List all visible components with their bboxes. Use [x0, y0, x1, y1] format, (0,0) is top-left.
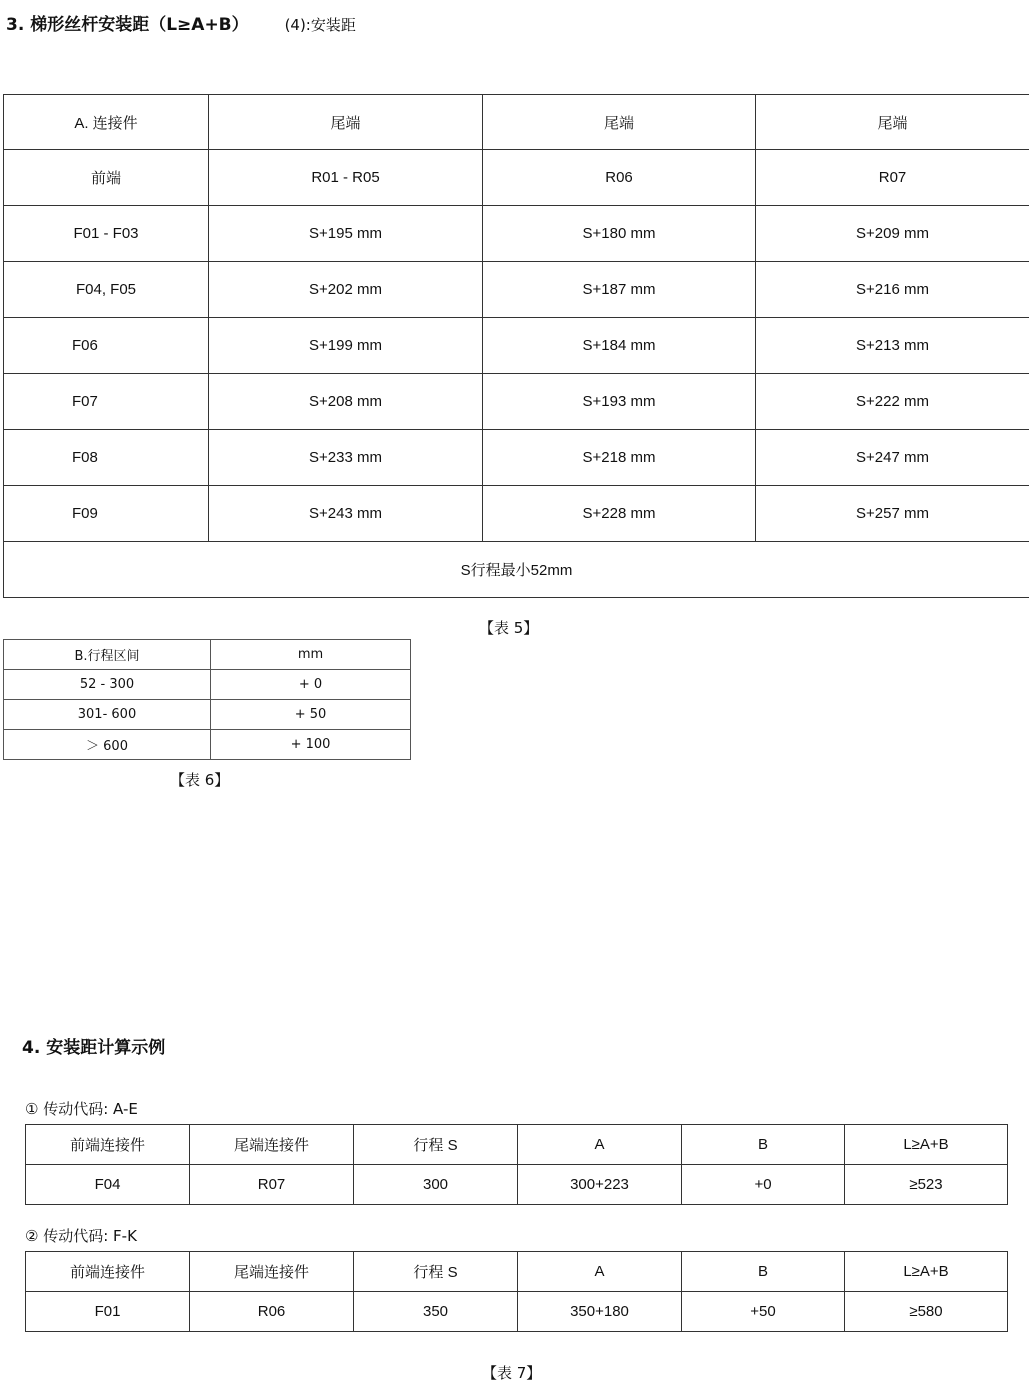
- table-cell: + 100: [211, 730, 411, 760]
- table-cell: 300+223: [518, 1165, 682, 1205]
- table-cell: S+193 mm: [483, 374, 756, 430]
- table-cell: R07: [190, 1165, 354, 1205]
- table-row: [26, 1292, 1008, 1332]
- table-cell: 350: [354, 1292, 518, 1332]
- table-cell: mm: [211, 640, 411, 670]
- table-cell: 350+180: [518, 1292, 682, 1332]
- table-cell: 前端连接件: [26, 1125, 190, 1165]
- table-cell: 尾端连接件: [190, 1125, 354, 1165]
- table-cell: R06: [190, 1292, 354, 1332]
- table-cell: S+202 mm: [209, 262, 483, 318]
- table-row: [4, 374, 1029, 430]
- table-row: [26, 1252, 1008, 1292]
- table-row: [26, 1165, 1008, 1205]
- table-row: [4, 486, 1029, 542]
- table-cell: A: [518, 1252, 682, 1292]
- example-2-table: [25, 1251, 1008, 1332]
- table-cell: S+180 mm: [483, 206, 756, 262]
- table-cell: 尾端: [756, 95, 1029, 150]
- section-4-title: 4. 安装距计算示例: [22, 1038, 166, 1058]
- table-cell: R07: [756, 150, 1029, 206]
- table-cell: L≥A+B: [845, 1125, 1008, 1165]
- table-cell: 尾端: [483, 95, 756, 150]
- table-cell: 前端: [4, 150, 209, 206]
- table-row: [4, 670, 411, 700]
- table-cell: S+213 mm: [756, 318, 1029, 374]
- table-cell: S+222 mm: [756, 374, 1029, 430]
- table-cell: S+195 mm: [209, 206, 483, 262]
- table-cell: F04: [26, 1165, 190, 1205]
- table-cell: S+257 mm: [756, 486, 1029, 542]
- table-cell: F06: [4, 318, 209, 374]
- table-cell: 尾端: [209, 95, 483, 150]
- table-cell: 尾端连接件: [190, 1252, 354, 1292]
- table-cell: B.行程区间: [4, 640, 211, 670]
- table-cell: A: [518, 1125, 682, 1165]
- table-row: [4, 95, 1029, 150]
- table-row: [4, 730, 411, 760]
- table-cell: S+184 mm: [483, 318, 756, 374]
- example-1-label: ① 传动代码: A-E: [25, 1100, 138, 1118]
- table-row: [4, 542, 1029, 598]
- table-cell: ＞ 600: [4, 730, 211, 760]
- section-3-title: 3. 梯形丝杆安装距（L≥A+B）: [6, 15, 249, 35]
- table-6-stroke-range: [3, 639, 411, 760]
- table-cell: S+209 mm: [756, 206, 1029, 262]
- table-6-caption: 【表 6】: [170, 771, 230, 789]
- table-row: [26, 1125, 1008, 1165]
- table-cell: S+243 mm: [209, 486, 483, 542]
- table-cell: R06: [483, 150, 756, 206]
- section-3-subtitle: (4):安装距: [284, 16, 356, 34]
- table-cell: S+187 mm: [483, 262, 756, 318]
- table-5-installation-distance: [3, 94, 1029, 598]
- table-cell: 300: [354, 1165, 518, 1205]
- table-cell: F01 - F03: [4, 206, 209, 262]
- table-row: [4, 430, 1029, 486]
- table-cell: L≥A+B: [845, 1252, 1008, 1292]
- table-cell: + 50: [211, 700, 411, 730]
- table-cell: 52 - 300: [4, 670, 211, 700]
- table-row: [4, 700, 411, 730]
- example-1-table: [25, 1124, 1008, 1205]
- table-cell: B: [682, 1252, 845, 1292]
- table-cell: A. 连接件: [4, 95, 209, 150]
- table-cell: 301- 600: [4, 700, 211, 730]
- table-cell: ≥523: [845, 1165, 1008, 1205]
- table-cell: 行程 S: [354, 1125, 518, 1165]
- table-cell: S+247 mm: [756, 430, 1029, 486]
- table-5-caption: 【表 5】: [479, 619, 539, 637]
- table-cell: F08: [4, 430, 209, 486]
- table-cell: S+233 mm: [209, 430, 483, 486]
- table-row: [4, 150, 1029, 206]
- table-footer-note: S行程最小52mm: [4, 542, 1029, 598]
- table-cell: 前端连接件: [26, 1252, 190, 1292]
- table-cell: +50: [682, 1292, 845, 1332]
- table-row: [4, 640, 411, 670]
- table-cell: S+208 mm: [209, 374, 483, 430]
- table-cell: 行程 S: [354, 1252, 518, 1292]
- table-cell: ≥580: [845, 1292, 1008, 1332]
- table-cell: + 0: [211, 670, 411, 700]
- table-cell: B: [682, 1125, 845, 1165]
- section-3-heading: [6, 10, 356, 35]
- table-cell: F09: [4, 486, 209, 542]
- table-row: [4, 262, 1029, 318]
- table-cell: S+218 mm: [483, 430, 756, 486]
- table-cell: S+199 mm: [209, 318, 483, 374]
- table-cell: F01: [26, 1292, 190, 1332]
- table-row: [4, 318, 1029, 374]
- table-cell: R01 - R05: [209, 150, 483, 206]
- table-row: [4, 206, 1029, 262]
- table-cell: F07: [4, 374, 209, 430]
- example-2-label: ② 传动代码: F-K: [25, 1227, 137, 1245]
- table-cell: S+228 mm: [483, 486, 756, 542]
- table-cell: F04, F05: [4, 262, 209, 318]
- table-7-caption: 【表 7】: [482, 1364, 542, 1382]
- table-cell: S+216 mm: [756, 262, 1029, 318]
- table-cell: +0: [682, 1165, 845, 1205]
